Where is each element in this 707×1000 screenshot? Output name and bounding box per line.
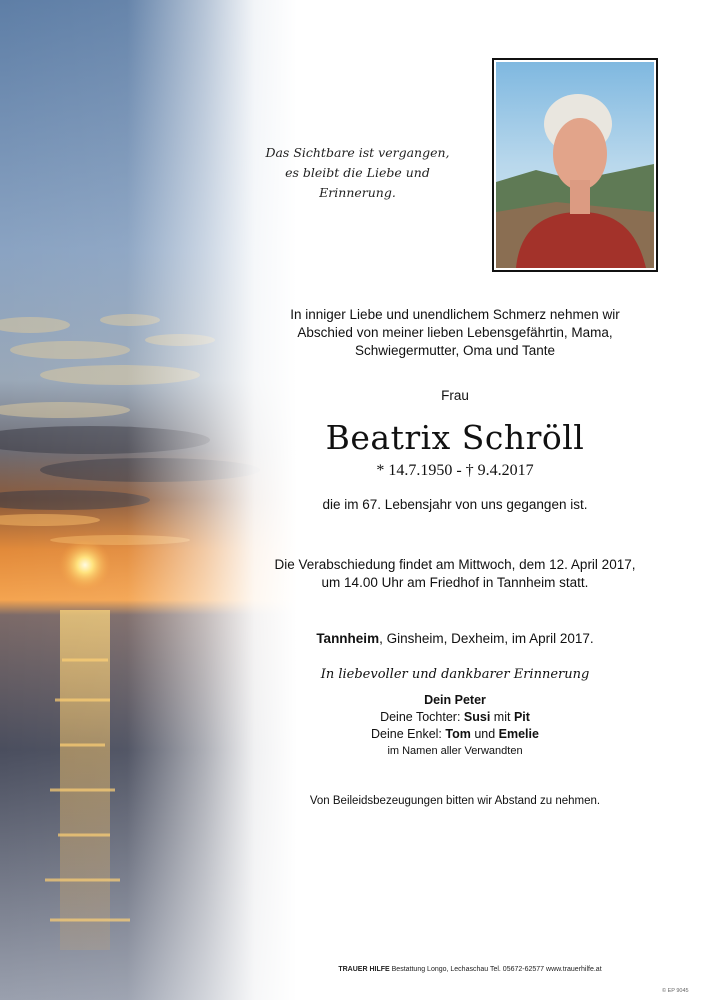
ceremony-info <box>230 556 680 592</box>
intro-line-3: Schwiegermutter, Oma und Tante <box>354 343 556 358</box>
document-code: © EP 9045 <box>662 988 689 994</box>
place-town: Tannheim <box>316 631 380 646</box>
quote-line-1: Das Sichtbare ist vergangen, <box>265 145 450 160</box>
grandchildren-mid: und <box>470 727 499 741</box>
daughter-name: Susi <box>463 710 491 724</box>
grandchild-2-name: Emelie <box>498 727 539 741</box>
life-dates: * 14.7.1950 - † 9.4.2017 <box>376 462 534 479</box>
intro-line-1: In inniger Liebe und unendlichem Schmerz nehmen wir <box>290 307 620 322</box>
daughter-partner-name: Pit <box>513 710 530 724</box>
place-date <box>230 631 680 646</box>
footer-credit <box>290 966 650 973</box>
family-partner: Dein Peter <box>424 693 486 707</box>
place-rest: , Ginsheim, Dexheim, im April 2017. <box>379 631 594 646</box>
family-grandchildren-line <box>230 726 680 743</box>
portrait-photo <box>492 58 658 272</box>
portrait-image <box>496 62 654 268</box>
ceremony-line-1: Die Verabschiedung findet am Mittwoch, dem 12. April 2017, <box>274 557 636 572</box>
age-text: die im 67. Lebensjahr von uns gegangen ist. <box>322 497 588 512</box>
memorial-quote <box>250 143 465 203</box>
grandchildren-prefix: Deine Enkel: <box>371 727 446 741</box>
remembrance-text: In liebevoller und dankbarer Erinnerung <box>320 667 590 682</box>
family-relatives: im Namen aller Verwandten <box>387 745 523 757</box>
announcement-intro <box>230 306 680 360</box>
salutation: Frau <box>441 388 469 403</box>
condolence-request: Von Beileidsbezeugungen bitten wir Abstand zu nehmen. <box>309 795 601 807</box>
daughter-prefix: Deine Tochter: <box>380 710 464 724</box>
footer-text: Bestattung Longo, Lechaschau Tel. 05672-62577 www.trauerhilfe.at <box>389 966 602 973</box>
grandchild-1-name: Tom <box>445 727 471 741</box>
ceremony-line-2: um 14.00 Uhr am Friedhof in Tannheim statt. <box>321 575 589 590</box>
intro-line-2: Abschied von meiner lieben Lebensgefährtin, Mama, <box>297 325 613 340</box>
daughter-mid: mit <box>490 710 514 724</box>
family-daughter-line <box>230 709 680 726</box>
family-list <box>230 692 680 760</box>
footer-brand: TRAUER HILFE <box>338 966 390 973</box>
deceased-name: Beatrix Schröll <box>325 418 585 457</box>
quote-line-2: es bleibt die Liebe und Erinnerung. <box>285 165 430 200</box>
